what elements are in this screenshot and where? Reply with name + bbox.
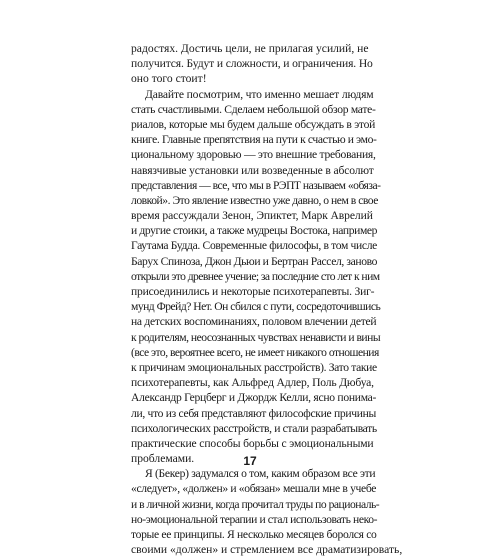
text-line: присоединились и некоторые психотерапевты. Зиг- [131,285,375,298]
text-line: время рассуждали Зенон, Эпиктет, Марк Аврелий [131,209,373,223]
text-line: на детских воспоминаниях, половом влечении детей [131,315,377,329]
text-line: своими «должен» и стремлением все драматизировать, [131,543,403,557]
text-line: стать счастливыми. Сделаем небольшой обзор мате- [131,102,376,116]
text-line: книге. Главные препятствия на пути к счастью и эмо- [131,133,377,147]
text-line: радостях. Достичь цели, не прилагая усилий, не [131,42,369,55]
text-line: ли, что из себя представляют философские причины [131,406,377,420]
text-line: к родителям, неосознанных чувствах ненависти и вины [131,330,381,344]
text-line: риалов, которые мы будем дальше обсуждать в этой [131,117,376,131]
text-line: «следует», «должен» и «обязан» мешали мне в учебе [131,482,377,496]
text-line: к причинам эмоциональных расстройств). Зато такие [131,360,377,374]
text-line: Давайте посмотрим, что именно мешает людям [145,87,374,101]
text-line: психологических расстройств, и стали разрабатывать [131,421,377,435]
text-line: и другие стоики, а также мудрецы Востока, например [131,224,378,238]
text-line: Я (Бекер) задумался о том, каким образом все эти [145,467,376,481]
text-line: психотерапевты, как Альфред Адлер, Поль Дюбуа, [131,376,374,390]
text-line: мунд Фрейд? Нет. Он сбился с пути, сосредоточившись [131,300,381,314]
text-line: но-эмоциональной терапии и стал использовать неко- [131,512,378,526]
text-line: представления — все, что мы в РЭПТ называем «обяза- [131,178,381,192]
text-line: циональному здоровью — это внешние требования, [131,148,376,162]
text-line: навязчивые установки или возведенные в абсолют [131,163,374,177]
text-line: получится. Будут и сложности, и ограничения. Но [131,57,373,71]
text-line: ловкой». Это явление известно уже давно, о нем в свое [131,193,378,207]
text-line: торые ее принципы. Я несколько месяцев боролся со [131,528,377,541]
text-line: проблемами. [131,452,195,466]
text-line: практические способы борьбы с эмоциональными [131,436,374,450]
body-text [131,41,403,557]
text-line: Барух Спиноза, Джон Дьюи и Бертран Рассел, заново [131,254,378,268]
text-line: (все это, вероятнее всего, не имеет никакого отношения [131,345,379,359]
text-line: Александр Герцберг и Джордж Келли, ясно понима- [131,391,377,405]
text-line: Гаутама Будда. Современные философы, в том числе [131,239,377,253]
page-number: 17 [243,454,257,468]
text-line: оно того стоит! [131,72,207,86]
text-line: и в личной жизни, когда прочитал труды по рациональ- [131,497,380,511]
text-line: открыли это древнее учение; за последние сто лет к ним [131,269,380,283]
